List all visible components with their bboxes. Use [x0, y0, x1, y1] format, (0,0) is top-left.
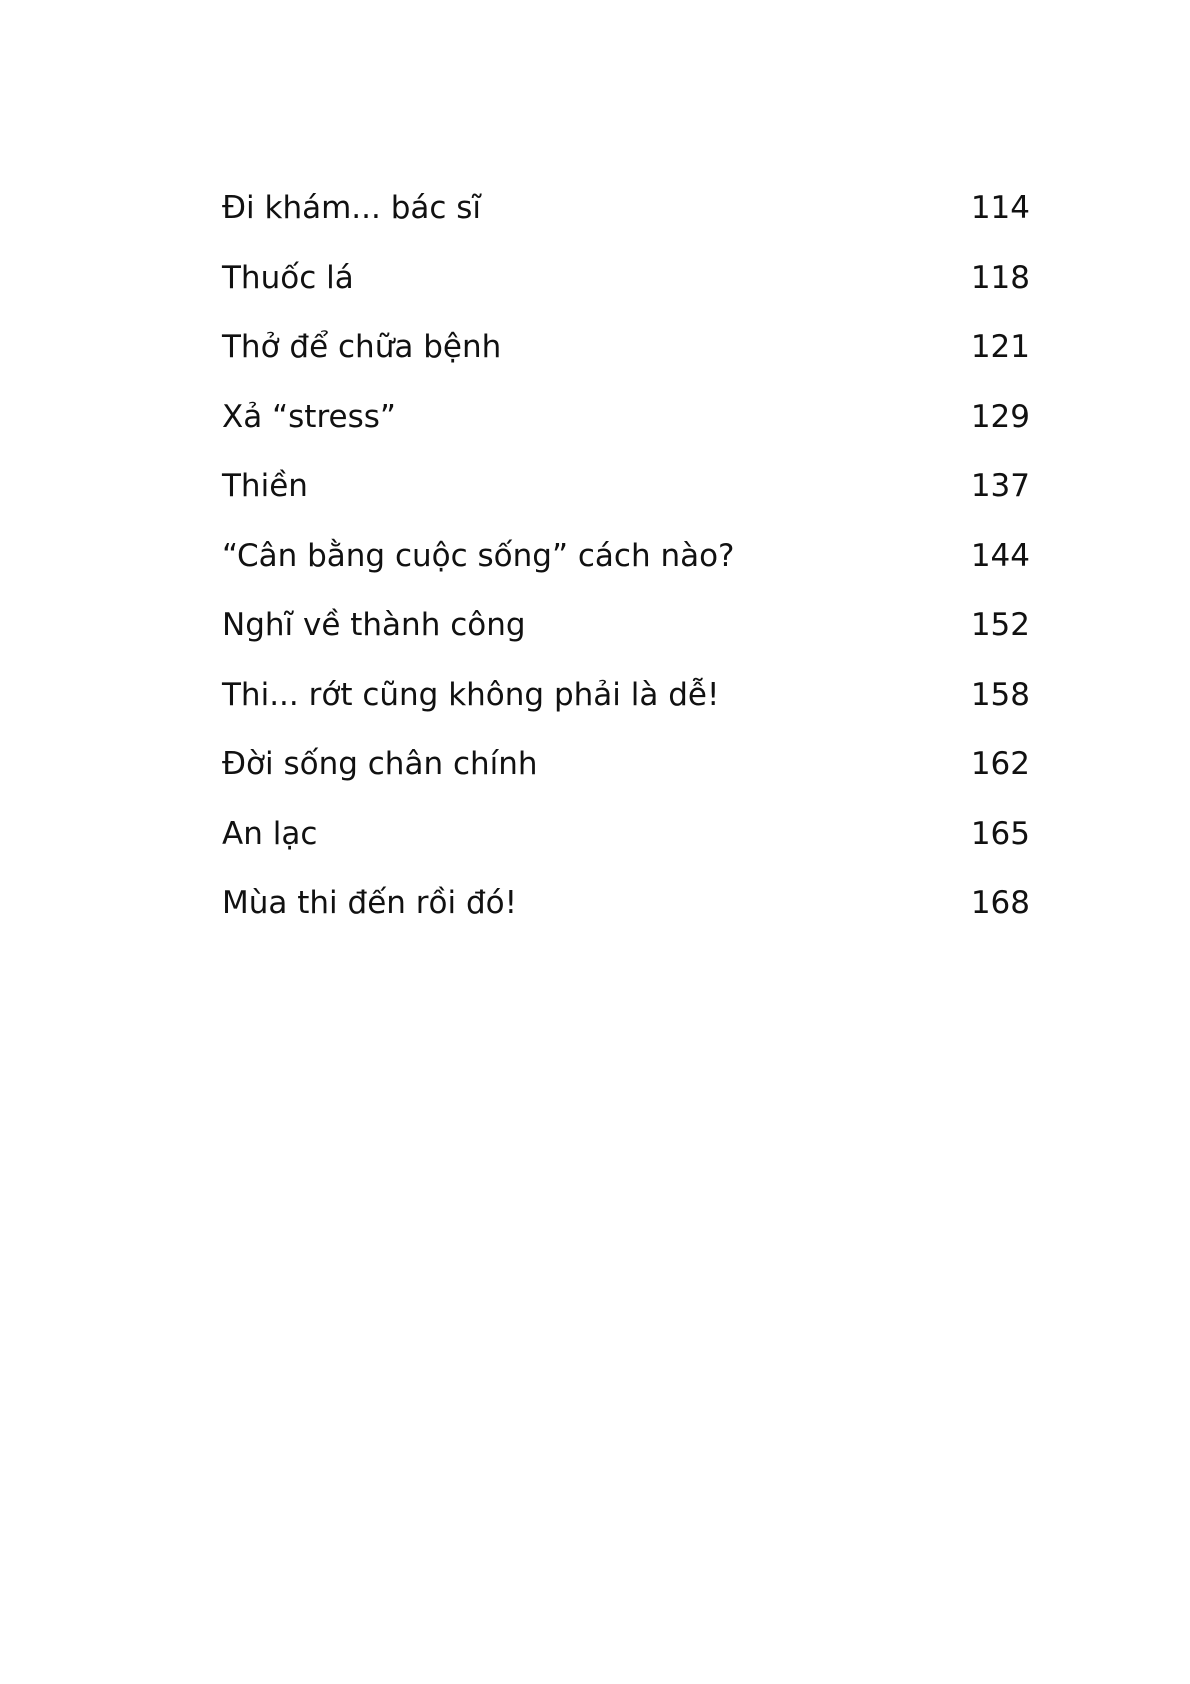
toc-entry-title: Xả “stress” [222, 398, 396, 435]
toc-entry-page: 168 [970, 885, 1030, 921]
toc-entry-title: “Cân bằng cuộc sống” cách nào? [222, 537, 735, 574]
toc-entry-page: 144 [970, 537, 1030, 574]
toc-entry [222, 744, 1030, 814]
toc-entry [222, 883, 1030, 953]
toc-entry-page: 158 [970, 676, 1030, 713]
toc-entry-page: 162 [970, 746, 1030, 782]
toc-entry-title: Thi... rớt cũng không phải là dễ! [222, 676, 720, 713]
toc-entry-title: Đời sống chân chính [222, 746, 538, 782]
toc-entry-title: Mùa thi đến rồi đó! [222, 885, 518, 921]
toc-entry [222, 536, 1030, 606]
toc-entry-title: An lạc [222, 815, 318, 852]
toc-entry-title: Thuốc lá [222, 259, 354, 296]
table-of-contents [222, 188, 1030, 953]
toc-entry-page: 129 [970, 398, 1030, 435]
toc-entry-page: 121 [970, 329, 1030, 365]
toc-entry-title: Thở để chữa bệnh [222, 329, 502, 365]
toc-entry-title: Đi khám... bác sĩ [222, 190, 482, 226]
toc-entry [222, 605, 1030, 675]
toc-entry [222, 675, 1030, 745]
toc-entry-page: 118 [970, 259, 1030, 296]
toc-entry-page: 152 [970, 607, 1030, 643]
toc-entry [222, 814, 1030, 884]
toc-entry [222, 327, 1030, 397]
toc-entry [222, 397, 1030, 467]
toc-entry [222, 258, 1030, 328]
toc-entry-page: 137 [970, 468, 1030, 504]
toc-entry-page: 114 [970, 190, 1030, 226]
toc-entry [222, 466, 1030, 536]
toc-entry [222, 188, 1030, 258]
toc-entry-page: 165 [970, 815, 1030, 852]
toc-entry-title: Nghĩ về thành công [222, 607, 526, 643]
toc-entry-title: Thiền [222, 468, 308, 504]
